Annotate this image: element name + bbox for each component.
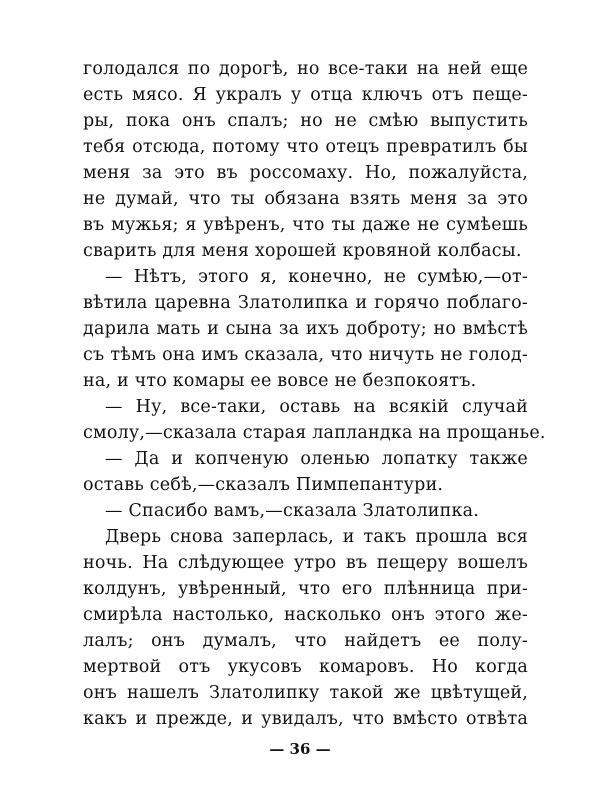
text-line: ры, пока онъ спалъ; но не смѣю выпустить: [83, 111, 528, 131]
text-line: онъ нашелъ Златолипку такой же цвѣтущей,: [83, 683, 528, 703]
body-text: [83, 56, 546, 732]
text-line: — Да и копченую оленью лопатку также: [105, 449, 528, 469]
text-line: не думай, что ты обязана взять меня за это: [83, 189, 528, 209]
text-line: оставь себѣ,—сказалъ Пимпепантури.: [83, 475, 444, 495]
text-line: въ мужья; я увѣренъ, что ты даже не сумѣешь: [83, 215, 528, 235]
text-line: — Нѣтъ, этого я, конечно, не сумѣю,—от-: [105, 267, 528, 287]
text-line: — Ну, все-таки, оставь на всякій случай: [105, 397, 528, 417]
text-line: дарила мать и сына за ихъ доброту; но вмѣстѣ: [83, 319, 528, 339]
text-line: съ тѣмъ она имъ сказала, что ничуть не голод-: [83, 345, 528, 365]
text-line: есть мясо. Я укралъ у отца ключъ отъ пеще-: [83, 85, 528, 105]
text-line: Дверь снова заперлась, и такъ прошла вся: [105, 527, 528, 547]
text-line: лалъ; онъ думалъ, что найдетъ ее полу-: [83, 631, 528, 651]
text-line: мертвой отъ укусовъ комаровъ. Но когда: [83, 657, 528, 677]
text-line: голодался по дорогѣ, но все-таки на ней еще: [83, 59, 528, 79]
text-line: ночь. На слѣдующее утро въ пещеру вошелъ: [83, 553, 528, 573]
text-line: колдунъ, увѣренный, что его плѣнница при-: [83, 579, 528, 599]
text-line: смолу,—сказала старая лапландка на прощанье.: [83, 423, 546, 443]
text-line: вѣтила царевна Златолипка и горячо поблаго-: [83, 293, 528, 313]
text-line: меня за это въ россомаху. Но, пожалуйста,: [83, 163, 528, 183]
page-number: — 36 —: [269, 740, 331, 758]
text-line: — Спасибо вамъ,—сказала Златолипка.: [105, 501, 480, 521]
text-line: смирѣла настолько, насколько онъ этого же-: [83, 605, 528, 625]
text-line: сварить для меня хорошей кровяной колбасы.: [83, 241, 522, 261]
text-line: какъ и прежде, и увидалъ, что вмѣсто отвѣта: [83, 709, 528, 729]
text-line: тебя отсюда, потому что отецъ превратилъ бы: [83, 137, 528, 157]
text-line: на, и что комары ее вовсе не безпокоятъ.: [83, 371, 477, 391]
